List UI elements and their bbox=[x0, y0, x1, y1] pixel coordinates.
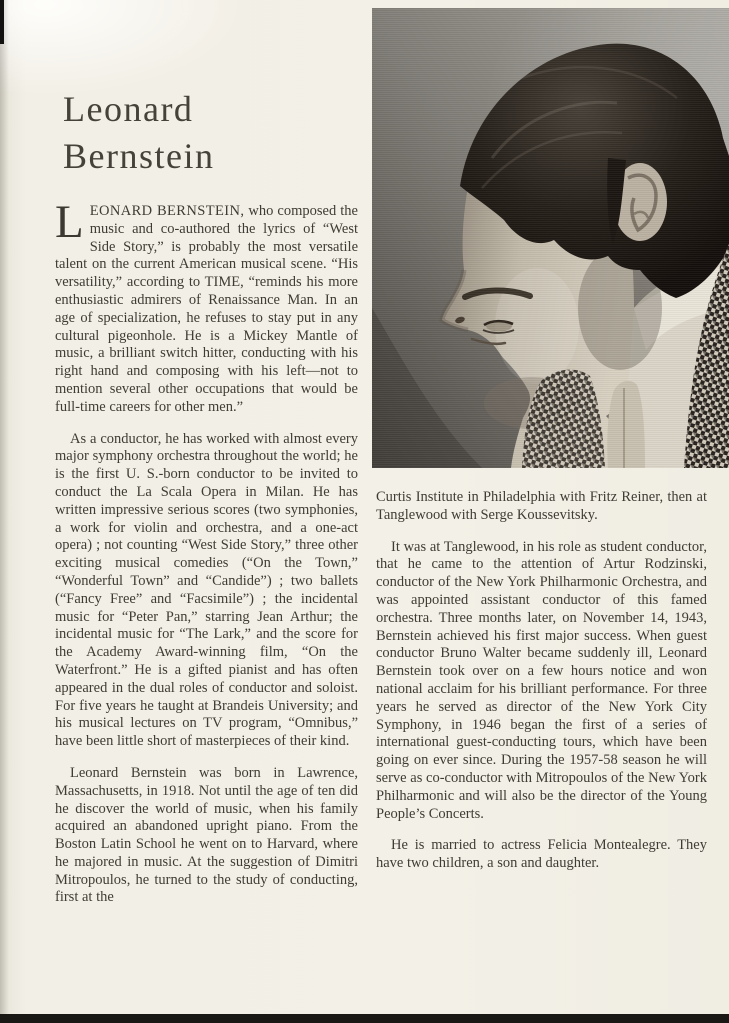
portrait-hand bbox=[607, 381, 645, 468]
right-paragraph-2: It was at Tanglewood, in his role as student conductor, that he came to the attention of Artur Rodzinski, conductor of the New York Philharmonic Orchestra, and was appointed assistant conductor of this famed orchestra. Three months later, on November 14, 1943, Bernstein achieved his first major success. When guest conductor Bruno Walter became suddenly ill, Leonard Bernstein took over on a few hours notice and won national acclaim for his brilliant performance. For three years he served as director of the New York City Symphony, in 1946 began the first of a series of international guest-conducting tours, which have been going on ever since. During the 1957-58 season he will serve as co-conductor with Mitropoulos of the New York Philharmonic and will also be the director of the Young People’s Concerts. bbox=[376, 538, 707, 822]
article-left-column bbox=[55, 196, 358, 921]
left-paragraph-2: As a conductor, he has worked with almost every major symphony orchestra throughout the world; he is the first U. S.-born conductor to be invited to conduct the La Scala Opera in Milan. He has written impressive serious scores (two symphonies, a work for violin and orchestra, and a one-act opera) ; not counting “West Side Story,” three other exciting musical comedies (“On the Town,” “Wonderful Town” and “Candide”) ; two ballets (“Fancy Free” and “Facsimile”) ; the incidental music for “Peter Pan,” starring Jean Arthur; the incidental music for “The Lark,” and the score for the Academy Award-winning film, “On the Waterfront.” He is a gifted pianist and has often appeared in the dual roles of conductor and soloist. For five years he taught at Brandeis University; and his musical lectures on TV program, “Omnibus,” have been little short of masterpieces of their kind. bbox=[55, 430, 358, 750]
portrait-canvas bbox=[372, 8, 729, 468]
left-paragraph-1 bbox=[55, 196, 358, 417]
lead-caps: EONARD BERNSTEIN, bbox=[89, 203, 245, 219]
paragraph-text: who composed the music and co-authored the lyrics of “West Side Story,” is probably the most versatile talent on the current American musical scene. “His versatility,” according to TIME, “reminds his more enthusiastic admirers of Renaissance Man. In an age of specialization, he refuses to stay put in any cultural pigeonhole. He is a Mickey Mantle of music, a brilliant switch hitter, conducting with his right hand and composing with his left—not to mention several other occupations that would be full-time careers for other men.” bbox=[55, 203, 358, 415]
title-line-2: Bernstein bbox=[63, 136, 215, 176]
portrait-eye bbox=[483, 321, 514, 334]
dropcap: L bbox=[55, 196, 84, 248]
right-paragraph-3: He is married to actress Felicia Montealegre. They have two children, a son and daughter. bbox=[376, 837, 707, 872]
title-line-1: Leonard bbox=[63, 89, 194, 129]
bernstein-portrait-photo bbox=[372, 8, 729, 468]
left-paragraph-3: Leonard Bernstein was born in Lawrence, Massachusetts, in 1918. Not until the age of ten did he discover the world of music, when his family acquired an abandoned upright piano. From the Boston Latin School he went on to Harvard, where he majored in music. At the suggestion of Dimitri Mitropoulos, he turned to the study of conducting, first at the bbox=[55, 764, 358, 906]
right-paragraph-1: Curtis Institute in Philadelphia with Fritz Reiner, then at Tanglewood with Serge Koussevitsky. bbox=[376, 489, 707, 523]
scan-left-shadow bbox=[0, 0, 9, 1023]
page-title bbox=[63, 86, 214, 180]
scan-edge-bottom bbox=[0, 1014, 729, 1023]
scan-edge-left bbox=[0, 0, 4, 44]
article-right-column bbox=[376, 489, 707, 887]
